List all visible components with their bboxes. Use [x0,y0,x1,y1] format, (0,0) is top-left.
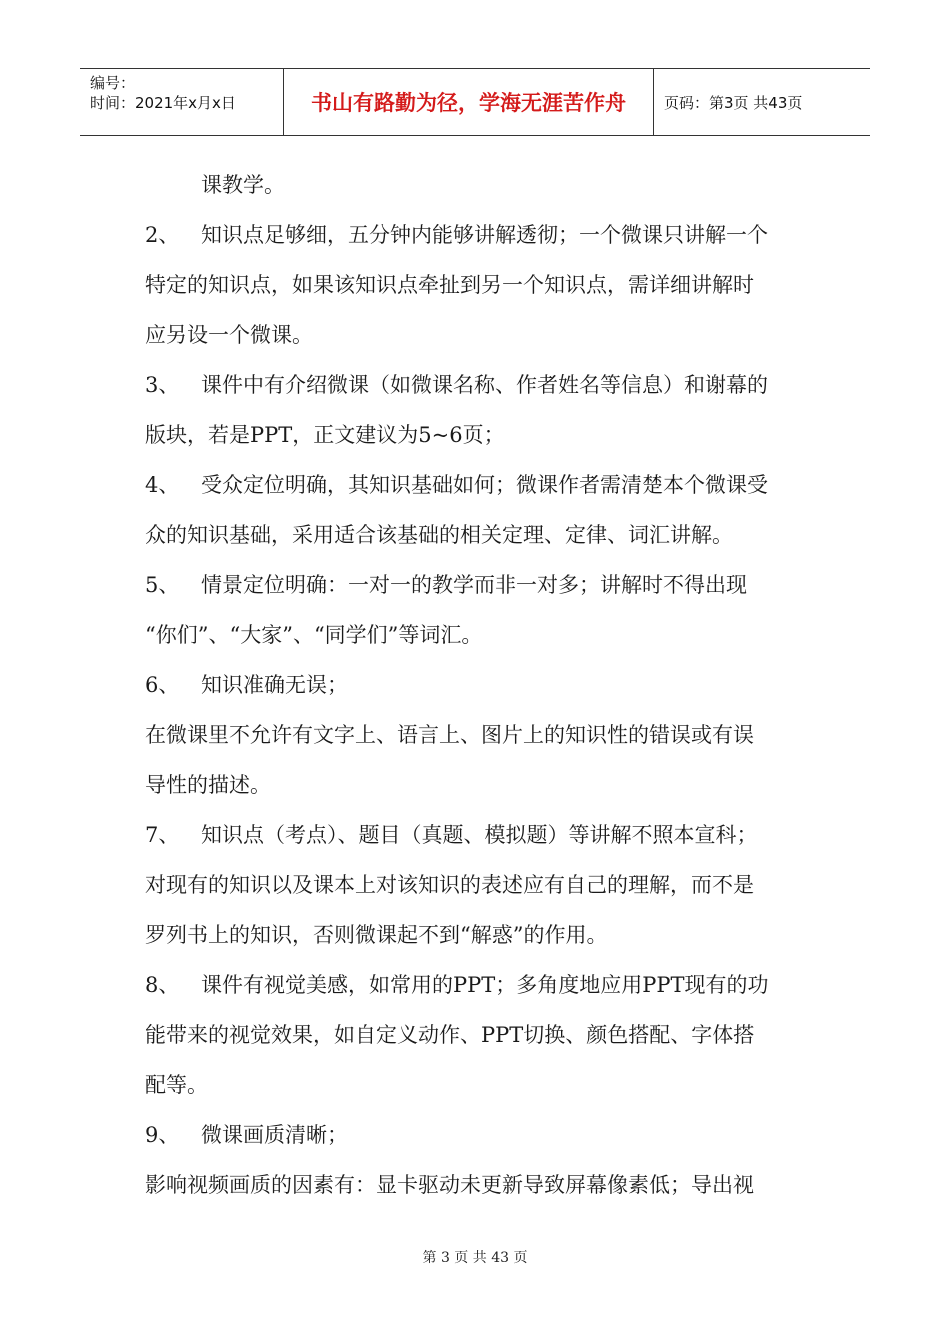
time-label: 时间：2021年x月x日 [90,94,236,112]
text-line: 应另设一个微课。 [145,323,313,347]
text-line: 2、 知识点足够细，五分钟内能够讲解透彻；一个微课只讲解一个 [145,223,768,247]
text-line: 导性的描述。 [145,773,271,797]
text-line: 能带来的视觉效果，如自定义动作、PPT切换、颜色搭配、字体搭 [145,1023,755,1047]
page-header [80,68,870,136]
document-body [145,160,810,1210]
page-footer: 第 3 页 共 43 页 [422,1250,528,1266]
text-line: 8、 课件有视觉美感，如常用的PPT；多角度地应用PPT现有的功 [145,973,769,997]
number-label: 编号： [90,74,136,92]
header-meta-cell [80,69,284,135]
text-line: 6、 知识准确无误； [145,673,348,697]
text-line: 罗列书上的知识，否则微课起不到“解惑”的作用。 [145,923,608,947]
text-line: 3、 课件中有介绍微课（如微课名称、作者姓名等信息）和谢幕的 [145,373,768,397]
text-line: 课教学。 [201,173,285,197]
text-line: 影响视频画质的因素有：显卡驱动未更新导致屏幕像素低；导出视 [145,1173,754,1197]
text-line: “你们”、“大家”、“同学们”等词汇。 [145,623,483,647]
text-line: 4、 受众定位明确，其知识基础如何；微课作者需清楚本个微课受 [145,473,768,497]
text-line: 对现有的知识以及课本上对该知识的表述应有自己的理解，而不是 [145,873,754,897]
header-motto: 书山有路勤为径，学海无涯苦作舟 [284,69,654,135]
text-line: 配等。 [145,1073,208,1097]
header-page-info: 页码：第3页 共43页 [664,93,803,112]
text-line: 5、 情景定位明确：一对一的教学而非一对多；讲解时不得出现 [145,573,747,597]
text-line: 9、 微课画质清晰； [145,1123,348,1147]
text-line: 在微课里不允许有文字上、语言上、图片上的知识性的错误或有误 [145,723,754,747]
text-line: 版块，若是PPT，正文建议为5~6页； [145,423,505,447]
text-line: 7、 知识点（考点）、题目（真题、模拟题）等讲解不照本宣科； [145,823,758,847]
text-line: 众的知识基础，采用适合该基础的相关定理、定律、词汇讲解。 [145,523,733,547]
text-line: 特定的知识点，如果该知识点牵扯到另一个知识点，需详细讲解时 [145,273,754,297]
